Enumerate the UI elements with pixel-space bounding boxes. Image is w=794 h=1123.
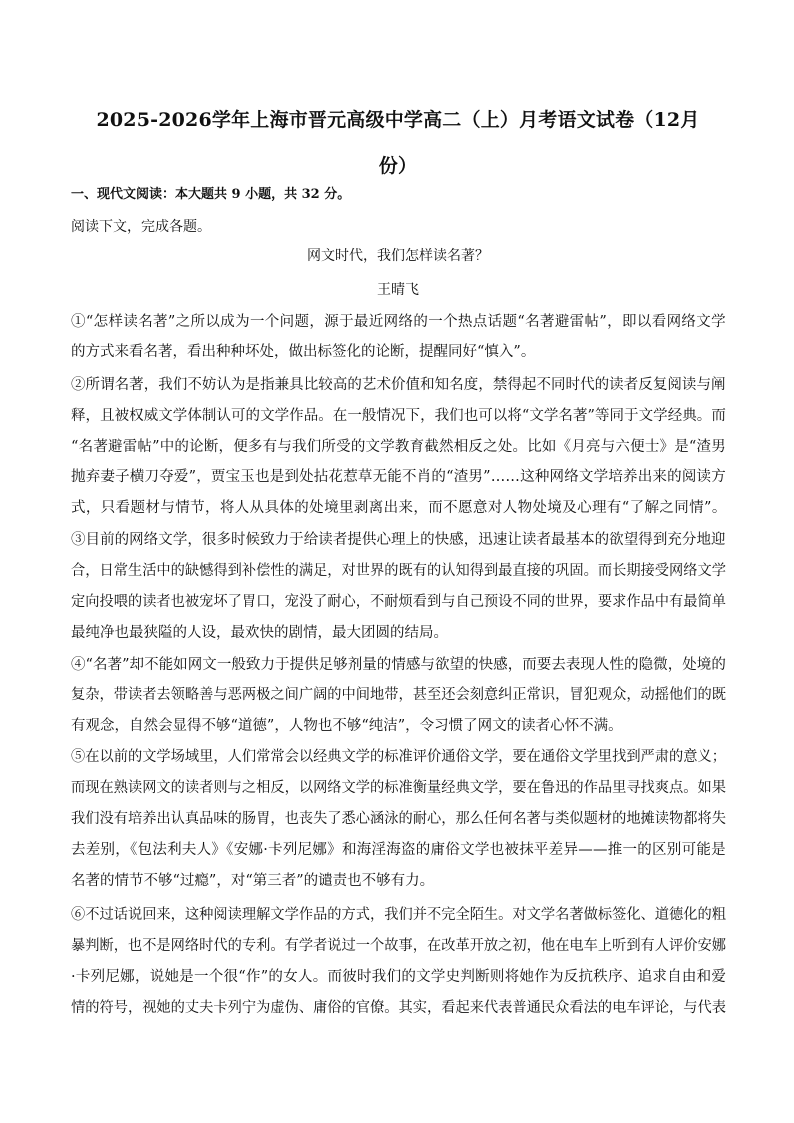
- article-author: 王晴飞: [377, 282, 419, 298]
- article-line: ·卡列尼娜，说她是一个很“作”的女人。而彼时我们的文学史判断则将她作为反抗秩序、追求自由和爱: [71, 969, 727, 985]
- section-heading: 一、现代文阅读：本大题共 9 小题，共 32 分。: [71, 187, 351, 202]
- article-line: ⑥不过话说回来，这种阅读理解文学作品的方式，我们并不完全陌生。对文学名著做标签化、道德化的粗: [71, 907, 726, 923]
- article-line: 去差别，《包法利夫人》《安娜·卡列尼娜》和海淫海盗的庸俗文学也被抹平差异——推一的区别可能是: [71, 842, 726, 858]
- exam-title-line-2: 份）: [378, 155, 418, 177]
- article-line: 而现在熟读网文的读者则与之相反，以网络文学的标准衡量经典文学，要在鲁迅的作品里寻找爽点。如果: [71, 780, 726, 796]
- article-line: “名著避雷帖”中的论断，便多有与我们所受的文学教育截然相反之处。比如《月亮与六便士》是“渣男: [71, 439, 726, 455]
- article-line: 释，且被权威文学体制认可的文学作品。在一般情况下，我们也可以将“文学名著”等同于文学经典。而: [71, 408, 726, 424]
- article-line: 复杂，带读者去领略善与恶两极之间广阔的中间地带，甚至还会刻意纠正常识，冒犯观众，动摇他们的既: [71, 687, 726, 703]
- exam-title-line-1: 2025-2026学年上海市晋元高级中学高二（上）月考语文试卷（12月: [96, 109, 700, 131]
- article-line: ①“怎样读名著”之所以成为一个问题，源于最近网络的一个热点话题“名著避雷帖”，即以看网络文学: [71, 314, 727, 330]
- article-line: ②所谓名著，我们不妨认为是指兼具比较高的艺术价值和知名度，禁得起不同时代的读者反复阅读与阐: [71, 377, 726, 393]
- article-line: 合，日常生活中的缺憾得到补偿性的满足，对世界的既有的认知得到最直接的巩固。而长期接受网络文学: [71, 563, 726, 579]
- article-line: 情的符号，视她的丈夫卡列宁为虚伪、庸俗的官僚。其实，看起来代表普通民众看法的电车评论，与代表: [71, 1000, 726, 1016]
- article-line: 抛弃妻子横刀夺爱”，贾宝玉也是到处拈花惹草无能不肖的“渣男”……这种网络文学培养出来的阅读方: [71, 469, 726, 485]
- reading-instruction: 阅读下文，完成各题。: [71, 219, 211, 235]
- article-line: 式，只看题材与情节，将人从具体的处境里剥离出来，而不愿意对人物处境及心理有“了解之同情”。: [71, 500, 727, 516]
- article-line: 最纯净也最狭隘的人设，最欢快的剧情，最大团圆的结局。: [71, 625, 448, 641]
- article-line: ⑤在以前的文学场域里，人们常常会以经典文学的标准评价通俗文学，要在通俗文学里找到严肃的意义；: [71, 749, 726, 765]
- article-line: 定向投喂的读者也被宠坏了胃口，宠没了耐心，不耐烦看到与自己预设不同的世界，要求作品中有最简单: [71, 594, 726, 610]
- article-title: 网文时代，我们怎样读名著？: [307, 248, 489, 264]
- article-line: ④“名著”却不能如网文一般致力于提供足够剂量的情感与欲望的快感，而要去表现人性的隐微，处境的: [71, 657, 726, 673]
- article-line: 有观念，自然会显得不够“道德”，人物也不够“纯洁”，令习惯了网文的读者心怀不满。: [71, 718, 623, 734]
- article-line: 暴判断，也不是网络时代的专利。有学者说过一个故事，在改革开放之初，他在电车上听到有人评价安娜: [71, 938, 726, 954]
- article-line: 我们没有培养出认真品味的肠胃，也丧失了悉心涵泳的耐心，那么任何名著与类似题材的地摊读物都将失: [71, 811, 726, 827]
- article-line: 名著的情节不够“过瘾”，对“第三者”的谴责也不够有力。: [71, 873, 435, 889]
- article-line: 的方式来看名著，看出种种坏处，做出标签化的论断，提醒同好“慎入”。: [71, 344, 536, 360]
- article-line: ③目前的网络文学，很多时候致力于给读者提供心理上的快感，迅速让读者最基本的欲望得到充分地迎: [71, 532, 726, 548]
